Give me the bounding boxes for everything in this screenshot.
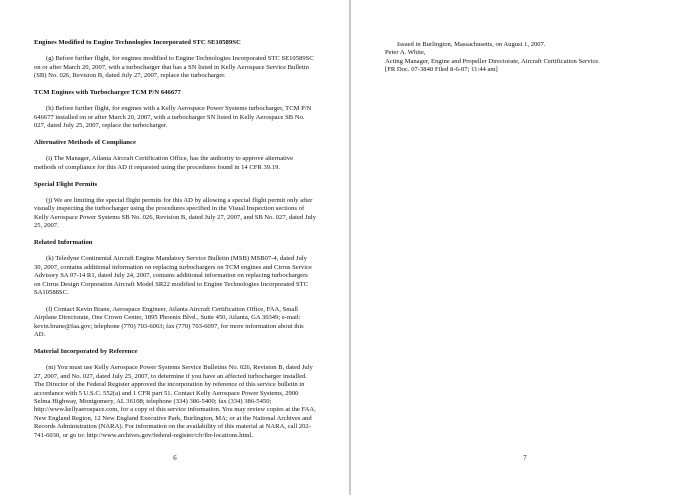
paragraph: (j) We are limiting the special flight permits for this AD by allowing a special flight permit only after visually inspecting the turbocharger using the procedures specified in the Visual Inspection sections of Kelly Aerospace Power Systems SB No. 026, Revision B, dated July 27, 2007, and SB No. 027, dated July 25, 2007.: [34, 197, 316, 230]
section-heading: Special Flight Permits: [34, 180, 98, 188]
page-number: 6: [173, 455, 177, 462]
fr-doc-line: [FR Doc. 07-3840 Filed 8-6-07; 11:44 am]: [385, 66, 498, 74]
section-heading: TCM Engines with Turbocharger TCM P/N 646677: [34, 89, 181, 97]
page-number: 7: [523, 455, 527, 462]
left-page: [0, 0, 349, 495]
paragraph: (k) Teledyne Continental Aircraft Engine Mandatory Service Bulletin (MSB) MSB07-4, dated July 30, 2007, contains additional information on replacing turbochargers on TCM engines and Cirrus Service Advisory SA 07-14 R1, dated July 24, 2007, contains additional information on replacing turbochargers on Cirrus Design Corporation Aircraft Model SR22 modified to Engine Technologies Incorporated STC SA10588SC.: [34, 255, 312, 297]
paragraph: (l) Contact Kevin Brane, Aerospace Engineer, Atlanta Aircraft Certification Office, FAA, Small Airplane Directorate, One Crown Center, 1895 Phoenix Blvd., Suite 450, Atlanta, GA 30349; e-mail: kevin.brane@faa.gov; telephone (770) 703-6063; fax (770) 703-6097, for more information about this AD.: [34, 305, 304, 339]
left-page-body: [34, 39, 316, 448]
issued-line: Issued in Burlington, Massachusetts, on August 1, 2007.: [397, 41, 546, 48]
signer-name: Peter A. White,: [385, 49, 426, 57]
section-heading: Engines Modified to Engine Technologies Incorporated STC SE10589SC: [34, 39, 241, 46]
paragraph: (m) You must use Kelly Aerospace Power Systems Service Bulletins No. 026, Revision B, dated July 27, 2007, and No. 027, dated July 25, 2007, to determine if you have an affected turbocharger installed. The Director of the Federal Register approved the incorporation by reference of this service bulletin in accordance with 5 U.S.C. 552(a) and 1 CFR part 51. Contact Kelly Aerospace Power Systems, 2900 Selma Highway, Montgomery, AL 36108; telephone (334) 386-5400; fax (334) 386-5450; http://www.kellyaerospace.com, for a copy of this service information. You may review copies at the FAA, New England Region, 12 New England Executive Park, Burlington, MA; or at the National Archives and Records Administration (NARA). For information on the availability of this material at NARA, call 202-741-6030, or go to: http://www.archives.gov/federal-register/cfr/ibr-locations.html.: [34, 364, 316, 439]
paragraph: (g) Before further flight, for engines modified to Engine Technologies Incorporated STC SE10589SC on or after March 20, 2007, with a turbocharger that has a SN listed in Kelly Aerospace Service Bulletin (SB) No. 026, Revision B, dated July 27, 2007, replace the turbocharger.: [34, 55, 314, 80]
section-heading: Alternative Methods of Compliance: [34, 139, 136, 147]
section-heading: Material Incorporated by Reference: [34, 347, 138, 355]
section-heading: Related Information: [34, 239, 93, 247]
paragraph: (h) Before further flight, for engines with a Kelly Aerospace Power Systems turbocharger, TCM P/N 646677 installed on or after March 20, 2007, with a turbocharger SN listed in Kelly Aerospace SB No. 027, dated July 25, 2007, replace the turbocharger.: [34, 105, 312, 130]
paragraph: (i) The Manager, Atlanta Aircraft Certification Office, has the authority to approve alternative methods of compliance for this AD if requested using the procedures found in 14 CFR 39.19.: [34, 155, 294, 171]
right-page: [351, 0, 700, 495]
signer-title: Acting Manager, Engine and Propeller Directorate, Aircraft Certification Service.: [385, 57, 600, 65]
right-page-body: [385, 41, 667, 75]
